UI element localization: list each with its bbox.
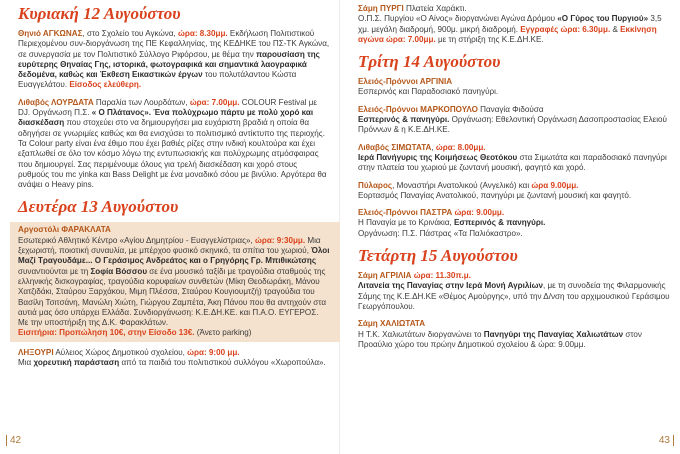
event-place: Σάμη ΧΑΛΙΩΤΑΤΑ <box>358 319 426 329</box>
right-page <box>340 0 680 454</box>
event-thinio-agkonas: Θηνιό ΑΓΚΩΝΑΣ, στο Σχολείο του Αγκώνα, ώρα: 8.30μμ. Εκδήλωση Πολιτιστικού Περιεχομένου συν-διοργάνωση της ΠΕ Κεφαλληνίας, της ΚΕΔΗΚΕ του ΠΣ-ΤΚ Αγκώνα, σε συνεργασία με τον Πολιτιστικό Σύλλογο Ριφόρσου, με θέμα την παρουσίαση της ευρύτερης Θηναίας Γης, ιστορικά, φωτογραφικά και σημαντικά λαογραφικά δεδομένα, καθώς και Έκθεση Εικαστικών έργων του πολυτάλαντου Κώστα Ευαγγελάτου. Είσοδος ελεύθερη. <box>18 29 330 90</box>
event-place: Σάμη ΠΥΡΓΙ <box>358 4 404 13</box>
event-place: Αργοστόλι ΦΑΡΑΚΛΑΤΑ <box>18 225 111 235</box>
event-time: ώρα: 11.30π.μ. <box>413 271 471 281</box>
event-place: Θηνιό ΑΓΚΩΝΑΣ <box>18 29 83 38</box>
event-place: ΛΗΞΟΥΡΙ <box>18 347 54 357</box>
page-number-left: 42 <box>6 435 21 446</box>
event-place: Πύλαρος <box>358 180 393 190</box>
day-heading-sunday: Κυριακή 12 Αυγούστου <box>18 4 181 23</box>
event-pylaros: Πύλαρος, Μοναστήρι Ανατολικού (Ανγελικό) και ώρα 9.00μμ. Εορτασμός Παναγίας Ανατολικού, πανηγύρι με ζωντανή μουσική και φαγητό. <box>358 180 632 200</box>
event-place: Λιθαβός ΛΟΥΡΔΑΤΑ <box>18 97 94 107</box>
event-lourdata: Λιθαβός ΛΟΥΡΔΑΤΑ Παραλία των Λουρδάτων, ώρα: 7.00μμ. COLOUR Festival με DJ. Οργάνωση Π.Σ. « Ο Πλάτανος». Ένα πολύχρωμο πάρτυ με πολύ χορό και διασκέδαση που στοχεύει στο να δημιουργήσει μια ευχάριστη βραδιά η οποία θα οδηγήσει σε γνωριμίες καθώς και θα ενισχύσει το πολιτισμικό αντίκτυπο της περιοχής. Τα Colour party είναι ένα έθιμο που έχει βαθιές ρίζες στην ινδική κουλτούρα και έχει εξαπλωθεί σε όλο τον κόσμο λόγω της εντυπωσιακής και πολύχρωμης ατμόσφαιρας που δημιουργεί. Σας περιμένουμε όλους για τρελή διασκέδαση και χορό στους ρυθμούς του mc yinka και Bass Delight με ένα μοναδικό σόου με βινύλιο. Αργότερα θα ανάψει ο Heavy pins. <box>18 97 327 190</box>
event-time: ώρα 9.00μμ. <box>531 180 579 190</box>
event-time: ώρα: 7.00μμ. <box>189 97 240 107</box>
event-time: ώρα: 8.30μμ. <box>178 29 228 38</box>
event-time: ώρα: 9:30μμ. <box>255 235 306 245</box>
event-place: Ελειός-Πρόννοι ΜΑΡΚΟΠΟΥΛΟ <box>358 104 478 114</box>
event-place: Ελειός-Πρόννοι ΑΡΓΙΝΙΑ <box>358 77 453 87</box>
event-haliotata: Σάμη ΧΑΛΙΩΤΑΤΑ Η Τ.Κ. Χαλιωτάτων διοργανώνει το Πανηγύρι της Παναγίας Χαλιωτάτων στον Προαύλιο χώρο του πρώην Δημοτικού σχολείου & ώρα: 9.00μμ. <box>358 319 642 349</box>
event-time: ώρα: 9:00 μμ. <box>187 347 240 357</box>
event-lixouri: ΛΗΞΟΥΡΙ Αύλειος Χώρος Δημοτικού σχολείου, ώρα: 9:00 μμ. Μια χορευτική παράσταση από τα παιδιά του πολιτιστικού συλλόγου «Χωροπούλα». <box>18 347 326 368</box>
event-time: ώρα: 8.00μμ. <box>435 142 486 152</box>
event-tickets: Εισιτήρια: Προπώληση 10€, στην Είσοδο 13€. <box>18 328 195 338</box>
event-time: ώρα: 9.00μμ. <box>454 208 505 218</box>
day-heading-tuesday: Τρίτη 14 Αυγούστου <box>358 52 501 72</box>
event-place: Σάμη ΑΓΡΙΛΙΑ <box>358 271 412 281</box>
event-faraklata: Αργοστόλι ΦΑΡΑΚΛΑΤΑ Εσωτερικό Αθλητικό Κέντρο «Αγίου Δημητρίου - Ευαγγελίστριας», ώρα: 9:30μμ. Μια ξεχωριστή, ποιοτική συναυλία, με μπέρχοο φυσικό σκηνικό, τα σπίτια του χωριού, Όλοι Μαζί Τραγουδάμε... Ο Γεράσιμος Ανδρεάτος και ο Γρηγόρης Γρ. Μπιθικώτσης συναντιούνται με τη Σοφία Βόσσου σε ένα μουσικό ταξίδι με τραγούδια σταθμούς της ελληνικής δισκογραφίας, τραγούδια κορυφαίων συνθετών (Μίκη Θεοδωράκη, Μάνου Χατζιδάκι, Σταύρου Ξαρχάκου, Μιμη Πλέσσα, Σταύρου Κουγιουμτζή) τραγούδια του Βασίλη Τσιτσάνη, Μανώλη Χιώτη, Γιώργου Ζαμπέτα, Άκη Πάνου που θα αντηχούν στα αυτιά μας όσο υπάρχει Ελλάδα. Συνδιοργάνωση: Κ.Ε.ΔΗ.ΚΕ. και Π.Α.Ο. ΕΥΓΕΡΟΣ. Με την υποστήριξη της Δ.Κ. Φαρακλάτων. Εισιτήρια: Προπώληση 10€, στην Είσοδο 13€. (Άνετο parking) <box>10 222 340 341</box>
event-pastra: Ελειός-Πρόννοι ΠΑΣΤΡΑ ώρα: 9.00μμ. Η Παναγία με το Κρινάκια, Εσπερινός & πανηγύρι. Οργάνωση: Π.Σ. Πάστρας «Τα Παλιόκαστρο». <box>358 208 546 238</box>
page-number-right: 43 <box>659 435 674 446</box>
event-simotata: Λιθαβός ΣΙΜΩΤΑΤΑ, ώρα: 8.00μμ. Ιερά Πανήγυρις της Κοιμήσεως Θεοτόκου στα Σιμωτάτα και παραδοσιακό πανηγύρι στην πλατεία του χωριού με ζωντανή μουσική, φαγητό και χορό. <box>358 142 667 173</box>
event-pyrgi: Σάμη ΠΥΡΓΙ Πλατεία Χαράκτι. Ο.Π.Σ. Πυργίου «Ο Αίνος» διοργανώνει Αγώνα Δρόμου «Ο Γύρος του Πυργιού» 3,5 χμ. μεγάλη διαδρομή, 900μ. μικρή διαδρομή. Εγγραφές ώρα: 6.30μμ. & Εκκίνηση αγώνα ώρα: 7.00μμ. με τη στήριξη της Κ.Ε.ΔΗ.ΚΕ. <box>358 4 662 44</box>
day-heading-wednesday: Τετάρτη 15 Αυγούστου <box>358 246 518 266</box>
event-markopoulo: Ελειός-Πρόννοι ΜΑΡΚΟΠΟΥΛΟ Παναγία Φιδούσα Εσπερινός & πανηγύρι. Οργάνωση: Εθελοντική Οργάνωση Δασοπροστασίας Ελειού Πρόννων & η Κ.Ε.ΔΗ.ΚΕ. <box>358 104 667 135</box>
event-entry: Είσοδος ελεύθερη. <box>69 80 142 90</box>
event-place: Ελειός-Πρόννοι ΠΑΣΤΡΑ <box>358 208 453 218</box>
event-arginia: Ελειός-Πρόννοι ΑΡΓΙΝΙΑ Εσπερινός και Παραδοσιακό πανηγύρι. <box>358 77 499 97</box>
event-agrilia: Σάμη ΑΓΡΙΛΙΑ ώρα: 11.30π.μ. Λιτανεία της Παναγίας στην Ιερά Μονή Αγριλίων, με τη συνοδεία της Φιλαρμονικής Σάμης της Κ.Ε.ΔΗ.ΚΕ «Θέμος Αμούργης», υπό την Δ/νση του αρχιμουσικού Γεράσιμου Γεωργόπουλου. <box>358 271 670 311</box>
event-place: Λιθαβός ΣΙΜΩΤΑΤΑ <box>358 142 432 152</box>
day-heading-monday: Δευτέρα 13 Αυγούστου <box>18 197 179 217</box>
